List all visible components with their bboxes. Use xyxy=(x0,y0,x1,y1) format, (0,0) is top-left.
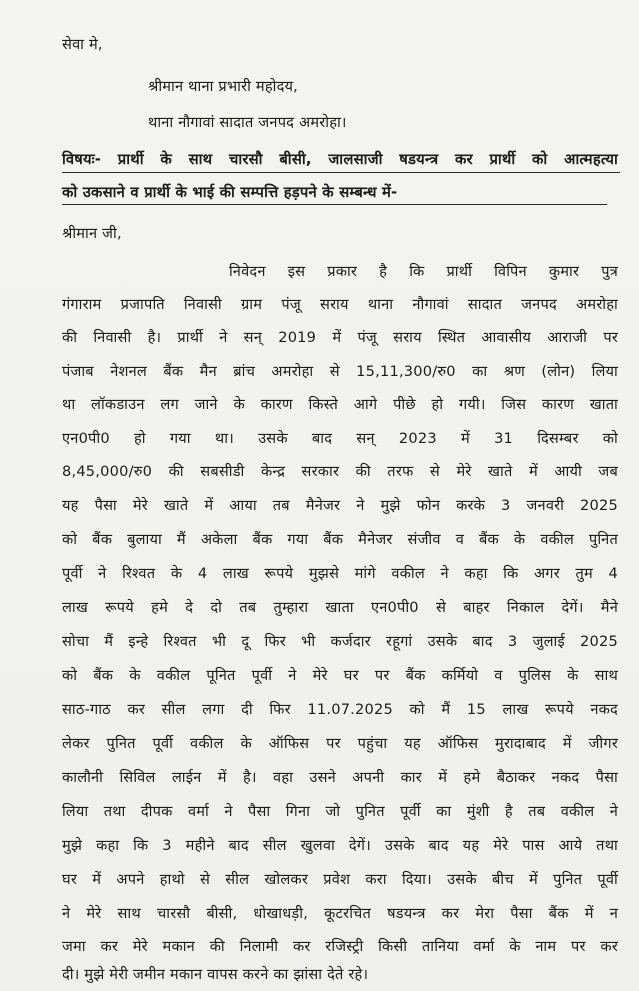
body-line: दी। मुझे मेरी जमीन मकान वापस करने का झांसा देते रहे। xyxy=(62,966,369,983)
subject-underline-1 xyxy=(62,172,620,173)
body-line: साठ-गाठ कर सील लगा दी फिर 11.07.2025 को मैं 15 लाख रूपये नकद xyxy=(62,701,618,718)
body-line: घर में अपने हाथो से सील खोलकर प्रवेश करा दिया। उसके बीच में पुनित पूर्वी xyxy=(62,871,618,888)
salutation-to: सेवा मे, xyxy=(62,36,103,53)
subject-line-1: विषयः- प्रार्थी के साथ चारसौ बीसी, जालसाजी षडयन्त्र कर प्रार्थी को आत्महत्या xyxy=(62,151,618,168)
body-line: को बैंक बुलाया मैं अकेला बैंक गया बैंक मैनेजर संजीव व बैंक के वकील पुनित xyxy=(62,531,618,548)
body-line: यह पैसा मेरे खाते में आया तब मैनेजर ने मुझे फोन करके 3 जनवरी 2025 xyxy=(62,497,618,514)
body-line: लाख रूपये हमे दे दो तब तुम्हारा खाता एन0पी0 से बाहर निकाल देगें। मैने xyxy=(62,599,618,616)
body-line: जमा कर मेरे मकान की निलामी कर रजिस्ट्री किसी तानिया वर्मा के नाम पर कर xyxy=(62,938,618,955)
body-line: पूर्वी ने रिश्वत के 4 लाख रूपये मुझसे मांगे वकील ने कहा कि अगर तुम 4 xyxy=(62,565,618,582)
body-line: था लॉकडाउन लग जाने के कारण किस्ते आगे पीछे हो गयी। जिस कारण खाता xyxy=(62,396,618,413)
body-line: कालौनी सिविल लाईन में है। वहा उसने अपनी कार में हमे बैठाकर नकद पैसा xyxy=(62,769,618,786)
body-line: 8,45,000/रु0 की सबसीडी केन्द्र सरकार की तरफ से मेरे खाते में आयी जब xyxy=(62,463,618,480)
addressee-line-1: श्रीमान थाना प्रभारी महोदय, xyxy=(148,78,299,95)
body-line: को बैंक के वकील पूनित पूर्वी ने मेरे घर पर बैंक कर्मियो व पुलिस के साथ xyxy=(62,667,618,684)
addressee-line-2: थाना नौगावां सादात जनपद अमरोहा। xyxy=(148,114,347,131)
body-line: एन0पी0 हो गया था। उसके बाद सन् 2023 में 31 दिसम्बर को xyxy=(62,430,618,447)
body-line: गंगाराम प्रजापति निवासी ग्राम पंजू सराय थाना नौगावां सादात जनपद अमरोहा xyxy=(62,296,618,313)
body-line: ने मेरे साथ चारसौ बीसी, धोखाधड़ी, कूटरचित षडयन्त्र कर मेरा पैसा बैंक में न xyxy=(62,905,618,922)
body-line: की निवासी है। प्रार्थी ने सन् 2019 में पंजू सराय स्थित आवासीय आराजी पर xyxy=(62,329,618,346)
body-line: लिया तथा दीपक वर्मा ने पैसा गिना जो पुनित पूर्वी का मुंशी है तब वकील ने xyxy=(62,803,618,820)
body-line: सोचा मैं इन्हे रिश्वत भी दू फिर भी कर्जदार रहूगां उसके बाद 3 जुलाई 2025 xyxy=(62,633,618,650)
body-line: मुझे कहा कि 3 महीने बाद सील खुलवा देगें। उसके बाद यह मेरे पास आये तथा xyxy=(62,837,618,854)
subject-line-2: को उकसाने व प्रार्थी के भाई की सम्पत्ति हड़पने के सम्बन्ध में- xyxy=(62,184,398,201)
greeting: श्रीमान जी, xyxy=(62,225,122,242)
body-line: निवेदन इस प्रकार है कि प्रार्थी विपिन कुमार पुत्र xyxy=(229,263,618,280)
body-line: लेकर पुनित पूर्वी वकील के ऑफिस पर पहुंचा यह ऑफिस मुरादाबाद में जीगर xyxy=(62,735,618,752)
subject-underline-2 xyxy=(62,204,607,205)
body-line: पंजाब नेशनल बैंक मैन ब्रांच अमरोहा से 15,11,300/रु0 का श्रण (लोन) लिया xyxy=(62,363,618,380)
